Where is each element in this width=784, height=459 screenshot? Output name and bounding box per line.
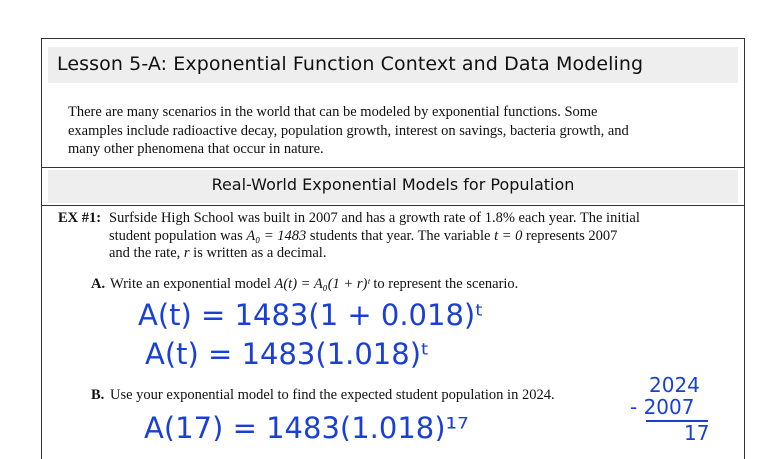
initial-value-math: A₀ = 1483	[246, 227, 307, 244]
handwritten-answer-line-2: A(t) = 1483(1.018)ᵗ	[145, 337, 430, 371]
t-variable-math: t = 0	[494, 227, 523, 244]
intro-line-2: examples include radioactive decay, population growth, interest on savings, bacteria growth, and	[68, 122, 629, 139]
example-line-3: and the rate, r is written as a decimal.	[109, 245, 327, 261]
model-formula-math: A(t) = A₀(1 + r)ᵗ	[274, 276, 370, 292]
question-b: B. Use your exponential model to find the expected student population in 2024.	[91, 387, 555, 403]
example-line-2: student population was A₀ = 1483 students that year. The variable t = 0 represents 2007	[109, 227, 618, 244]
question-b-letter: B.	[91, 387, 105, 403]
question-a-letter: A.	[91, 276, 106, 292]
handwritten-calc-top: 2024	[649, 373, 700, 397]
question-a: A. Write an exponential model A(t) = A₀(1 + r)ᵗ to represent the scenario.	[91, 276, 519, 292]
example-line-1: Surfside High School was built in 2007 and has a growth rate of 1.8% each year. The initial	[109, 210, 640, 226]
section-title: Real-World Exponential Models for Population	[211, 175, 575, 194]
r-variable-math: r	[183, 245, 190, 261]
handwritten-answer-line-3: A(17) = 1483(1.018)¹⁷	[144, 411, 469, 441]
handwritten-calc-subtract: - 2007	[630, 395, 695, 419]
intro-line-1: There are many scenarios in the world that can be modeled by exponential functions. Some	[68, 104, 598, 120]
lesson-title: Lesson 5-A: Exponential Function Context and Data Modeling	[57, 53, 644, 75]
intro-line-3: many other phenomena that occur in nature.	[68, 141, 324, 157]
handwritten-calc-result: 17	[684, 421, 710, 441]
handwritten-answer-line-1: A(t) = 1483(1 + 0.018)ᵗ	[138, 298, 484, 332]
example-label: EX #1:	[58, 210, 102, 226]
